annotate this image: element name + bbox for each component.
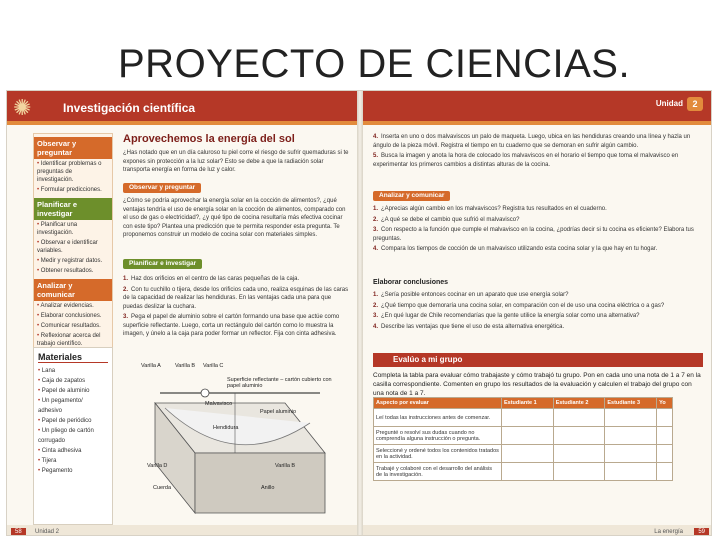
footer-unit: Unidad 2 [35,529,60,535]
material-item: • Un pliego de cartón corrugado [38,426,108,446]
sidebar-item: • Comunicar resultados. [34,321,112,331]
table-row [374,427,673,445]
analyze-step: 3. Con respecto a la función que cumple el malvavisco en la cocina, ¿podrías decir si tu cocina es eficiente? Elabora tus preguntas. [373,227,694,242]
materials-title: Materiales [38,352,108,363]
label-cuerda: Cuerda [153,485,172,491]
observe-paragraph: ¿Cómo se podría aprovechar la energía solar en la cocción de alimentos?, ¿qué ventajas tendría el uso de energía solar en la cocción de alimentos, comparado con el uso de gas o electricidad?, ¿y qué tipo de cocina resultaría más efectiva cocinar con este tipo? Plantea una predicción que te permita responder esta pregunta. Te proponemos construir un modelo de cocina solar con materiales simples. [123,198,346,238]
material-item: • Un pegamento/ adhesivo [38,396,108,416]
procedure-steps [123,275,351,341]
score-cell[interactable] [605,445,657,463]
label-anillo: Anillo [261,485,275,491]
label-hendidura: Hendidura [213,425,239,431]
column-header: Estudiante 1 [502,398,554,409]
right-header-bar [363,91,712,125]
page-number: 59 [694,528,709,536]
materials-box [33,347,113,525]
conclusions-steps [373,291,703,333]
procedure-step: 4. Inserta en uno o dos malvaviscos un palo de maqueta. Luego, ubica en las hendiduras creando una línea y hazla un ángulo de la pieza móvil. Registra el tiempo en tu cuaderno que se demoran en sufrir algún cambio. [373,134,691,149]
score-cell[interactable] [605,409,657,427]
column-header: Aspecto por evaluar [374,398,502,409]
procedure-step: 3. Pega el papel de aluminio sobre el cartón formando una base que actúe como superficie reflectante. Luego, corta un rectángulo del cartón como lo muestra la imagen, y únelo a la caja para poder formar un reflector. Fija con cinta adhesiva. [123,314,340,337]
evaluation-intro: Completa la tabla para evaluar cómo trabajaste y cómo trabajó tu grupo. Pon en cada uno una nota de 1 a 7 en la casilla correspondiente. Comenten en grupo los resultados de la evaluación y calculen el trabajo del grupo con una nota de 1 a 7. [373,372,701,397]
score-cell[interactable] [502,409,554,427]
intro-paragraph: ¿Has notado que en un día caluroso tu piel corre el riesgo de sufrir quemaduras si te expones sin protección a la luz solar? Esto se debe a que la radiación solar transporta energía en forma de luz y calor. [123,150,349,173]
aspect-cell: Leí todas las instrucciones antes de comenzar. [374,409,502,427]
left-footer [7,525,357,536]
unit-number-badge: 2 [687,97,703,111]
conclusion-step: 3. ¿En qué lugar de Chile recomendarías que la gente utilice la energía solar como una alternativa? [373,313,640,319]
sidebar-heading: Analizar y comunicar [34,279,112,301]
header-stripe [7,121,357,125]
conclusion-step: 4. Describe las ventajas que tiene el uso de esta alternativa energética. [373,323,565,330]
label-malvavisco: Malvavisco [205,401,233,407]
analyze-steps [373,205,703,256]
sidebar-item: • Formular predicciones. [34,185,112,195]
analyze-label: Analizar y comunicar [373,191,450,201]
score-cell[interactable] [657,445,673,463]
table-row [374,463,673,481]
score-cell[interactable] [657,427,673,445]
evaluation-title: Evalúo a mi grupo [393,355,463,364]
column-header: Estudiante 2 [553,398,605,409]
label-varilla-b2: Varilla B [275,463,296,469]
label-varilla-b: Varilla B [175,363,196,369]
procedure-step: 1. Haz dos orificios en el centro de las caras pequeñas de la caja. [123,276,300,282]
score-cell[interactable] [553,427,605,445]
sidebar-item: • Medir y registrar datos. [34,256,112,266]
score-cell[interactable] [605,427,657,445]
score-cell[interactable] [605,463,657,481]
analyze-step: 2. ¿A qué se debe el cambio que sufrió el malvavisco? [373,216,520,223]
evaluation-header [373,353,703,367]
observe-label: Observar y preguntar [123,183,201,193]
score-cell[interactable] [657,409,673,427]
activity-title: Aprovechemos la energía del sol [123,133,295,145]
textbook-spread [6,90,712,536]
sidebar-item: • Observar e identificar variables. [34,238,112,256]
plan-label: Planificar e investigar [123,259,202,269]
score-cell[interactable] [553,445,605,463]
sidebar-item: • Obtener resultados. [34,266,112,276]
sidebar-item: • Reflexionar acerca del trabajo científico. [34,331,112,349]
procedure-step: 5. Busca la imagen y anota la hora de colocado los malvaviscos en el horario el tiempo que toma el malvavisco en experimentar los primeros cambios a distintas alturas de la cocina. [373,153,679,168]
section-header: Investigación científica [63,101,196,115]
score-cell[interactable] [553,409,605,427]
evaluation-table [373,397,673,481]
label-varilla-c: Varilla C [203,363,224,369]
material-item: • Pegamento [38,466,108,476]
material-item: • Cinta adhesiva [38,446,108,456]
sidebar-item: • Planificar una investigación. [34,220,112,238]
material-item: • Papel de aluminio [38,386,108,396]
sidebar-heading: Observar y preguntar [34,137,112,159]
aspect-cell: Trabajé y colaboré con el desarrollo del análisis de la investigación. [374,463,502,481]
score-cell[interactable] [553,463,605,481]
aspect-cell: Pregunté o resolví sus dudas cuando no comprendía alguna instrucción o pregunta. [374,427,502,445]
footer-label: La energía [654,529,683,535]
conclusion-step: 2. ¿Qué tiempo que demoraría una cocina solar, en comparación con el de uso una cocina eléctrica o a gas? [373,302,665,309]
analyze-step: 4. Compara los tiempos de cocción de un malvavisco utilizando esta cocina solar y la que hay en tu hogar. [373,246,658,252]
conclusions-heading: Elaborar conclusiones [373,279,449,286]
label-papel: Papel aluminio [260,409,297,415]
left-header-bar [7,91,357,125]
label-reflective-surface: Superficie reflectante – cartón cubierto con papel aluminio [227,377,332,389]
column-header: Yo [657,398,673,409]
right-footer [363,525,712,536]
conclusion-step: 1. ¿Sería posible entonces cocinar en un aparato que use energía solar? [373,292,569,298]
page-number: 58 [11,528,26,536]
material-item: • Papel de periódico [38,416,108,426]
aspect-cell: Seleccioné y ordené todos los contenidos tratados en la actividad. [374,445,502,463]
slide-title: PROYECTO DE CIENCIAS. [118,42,631,86]
unit-label: Unidad [655,99,683,108]
score-cell[interactable] [502,427,554,445]
procedure-step: 2. Con tu cuchillo o tijera, desde los orificios cada uno, realiza esquinas de las caras de la capacidad de realizar las hendiduras. En las ventajas cada una para que puedas deslizar la cuchara. [123,286,349,310]
table-row [374,445,673,463]
solar-cooker-diagram [135,363,335,523]
table-row [374,409,673,427]
label-varilla-a: Varilla A [141,363,161,369]
score-cell[interactable] [502,445,554,463]
table-header-row [374,398,673,409]
header-stripe [363,121,712,125]
material-item: • Caja de zapatos [38,376,108,386]
right-page [363,91,712,536]
label-varilla-d: Varilla D [147,463,168,469]
material-item: • Lana [38,366,108,376]
material-item: • Tijera [38,456,108,466]
procedure-steps-continued [373,133,703,171]
left-page [7,91,357,536]
sidebar-item: • Identificar problemas o preguntas de investigación. [34,159,112,185]
sidebar-item: • Elaborar conclusiones. [34,311,112,321]
score-cell[interactable] [657,463,673,481]
sidebar-heading: Planificar e investigar [34,198,112,220]
score-cell[interactable] [502,463,554,481]
sidebar-item: • Analizar evidencias. [34,301,112,311]
column-header: Estudiante 3 [605,398,657,409]
gear-icon: ✺ [13,95,32,120]
analyze-step: 1. ¿Aprecias algún cambio en los malvaviscos? Registra tus resultados en el cuaderno. [373,206,607,212]
